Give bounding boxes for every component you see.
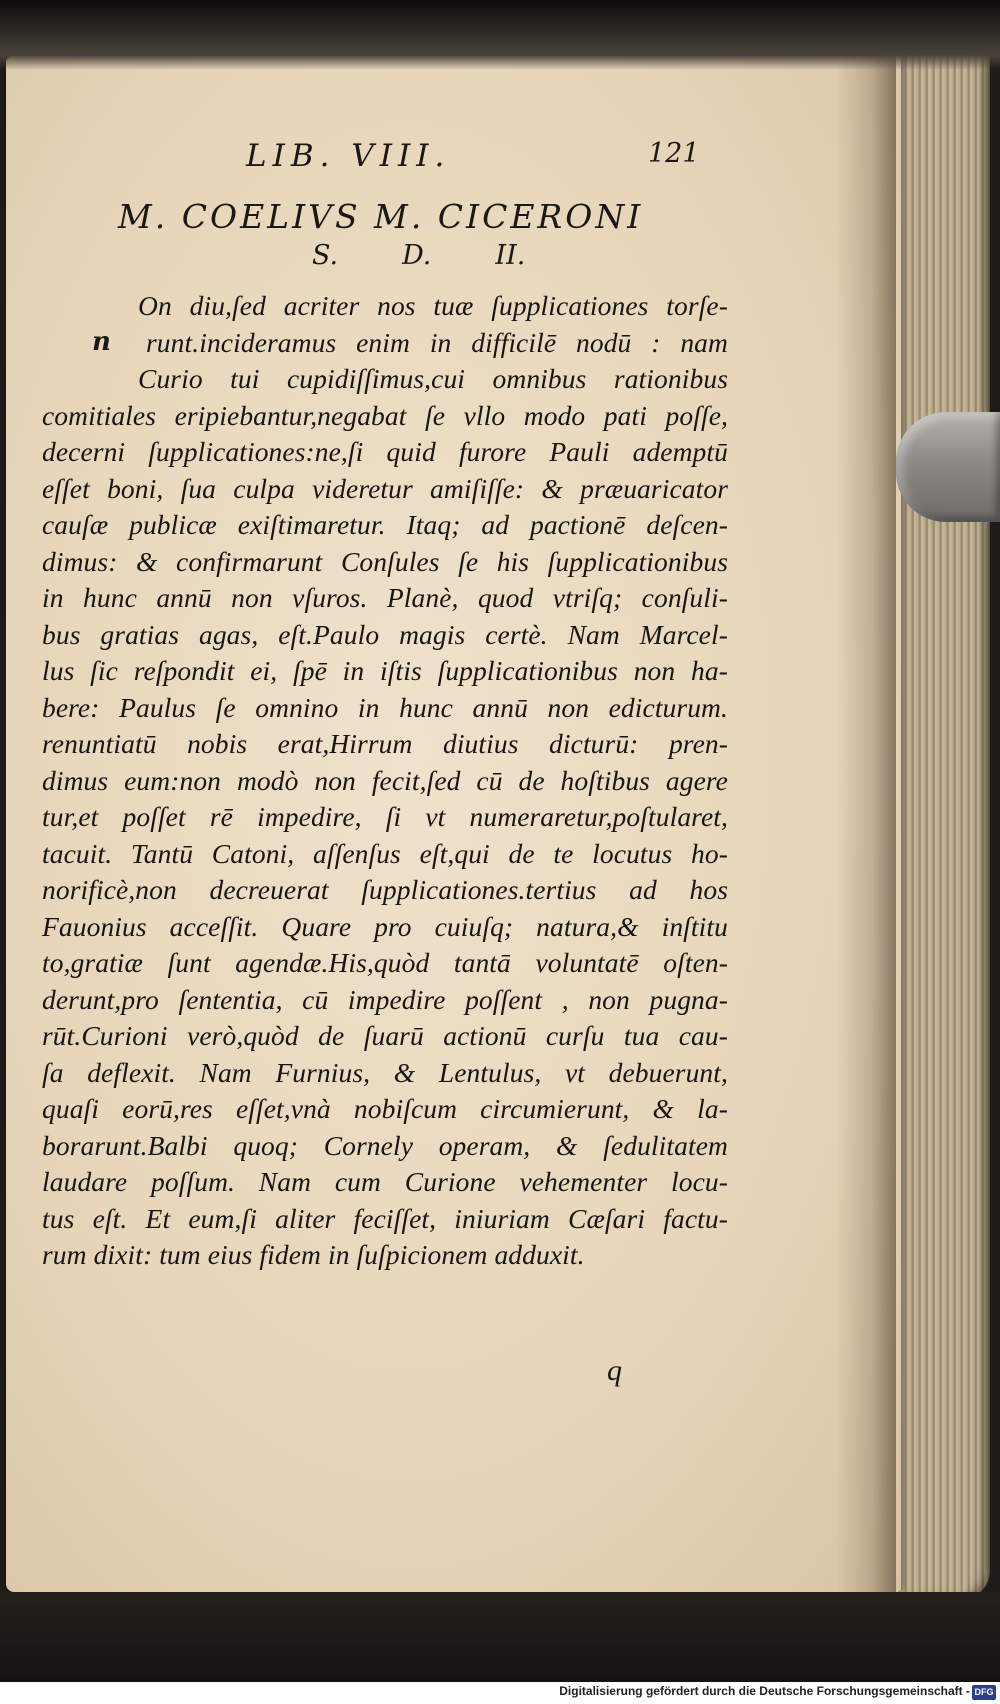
text-line: renuntiatū nobis erat,Hirrum diutius dicturū: pren- — [42, 728, 728, 759]
text-line: rum dixit: tum eius fidem in ſuſpicionem adduxit. — [42, 1239, 585, 1270]
catchword: q — [607, 1354, 622, 1387]
text-line: bere: Paulus ſe omnino in hunc annū non edicturum. — [42, 691, 728, 723]
text-line: tacuit. Tantū Catoni, aſſenſus eſt,qui de te locutus ho- — [42, 837, 728, 869]
text-line: On diu,ſed acriter nos tuæ ſupplicationes torſe- — [138, 290, 728, 321]
text-line: quaſi eorū,res eſſet,vnà nobiſcum circumierunt, & la- — [42, 1093, 728, 1124]
letter-number: II. — [495, 240, 526, 271]
letter-salutation — [312, 240, 589, 271]
page-clip — [896, 412, 1000, 522]
page-edge-shading — [836, 56, 896, 1592]
dfg-logo-icon: DFG — [972, 1685, 996, 1700]
text-line: dimus: & confirmarunt Conſules ſe his ſupplicationibus — [42, 545, 728, 577]
text-line: laudare poſſum. Nam cum Curione vehementer locu- — [42, 1166, 728, 1197]
initial-letter: n — [92, 327, 111, 357]
text-line: in hunc annū non vſuros. Planè, quod vtriſq; conſuli- — [42, 582, 728, 613]
letter-title: M. COELIVS M. CICERONI — [118, 197, 644, 236]
text-line: Fauonius acceſſit. Quare pro cuiuſq; natura,& inſtitu — [42, 910, 728, 942]
text-line: norificè,non decreuerat ſupplicationes.tertius ad hos — [42, 874, 728, 905]
text-line: to,gratiæ ſunt agendæ.His,quòd tantā voluntatē oſten- — [42, 947, 728, 978]
text-line: borarunt.Balbi quoq; Cornely operam, & ſedulitatem — [42, 1129, 728, 1161]
text-line: runt.incideramus enim in difficilē nodū : nam — [146, 326, 728, 358]
text-line: Curio tui cupidiſſimus,cui omnibus rationibus — [138, 363, 728, 394]
text-line: tur,et poſſet rē impedire, ſi vt numeraretur,poſtularet, — [42, 801, 728, 832]
top-shadow — [0, 0, 1000, 70]
text-line: comitiales eripiebantur,negabat ſe vllo modo pati poſſe, — [42, 399, 728, 431]
text-line: derunt,pro ſententia, cū impedire poſſent , non pugna- — [42, 983, 728, 1015]
text-line: decerni ſupplicationes:ne,ſi quid furore Pauli ademptū — [42, 436, 728, 467]
page-number: 121 — [648, 138, 700, 169]
credit-text: Digitalisierung gefördert durch die Deutsche Forschungsgemeinschaft - — [559, 1684, 970, 1698]
text-line: tus eſt. Et eum,ſi aliter feciſſet, iniuriam Cæſari factu- — [42, 1202, 728, 1234]
running-head: LIB. VIII. — [246, 138, 451, 174]
text-line: dimus eum:non modò non fecit,ſed cū de hoſtibus agere — [42, 764, 728, 796]
scan-bottom-band — [0, 1592, 1000, 1682]
text-line: bus gratias agas, eſt.Paulo magis certè. Nam Marcel- — [42, 618, 728, 650]
text-line: lus ſic reſpondit ei, ſpē in iſtis ſupplicationibus non ha- — [42, 655, 728, 686]
salutation-d: D. — [402, 240, 432, 271]
letter-body — [42, 288, 728, 1274]
text-line: ſa deflexit. Nam Furnius, & Lentulus, vt debuerunt, — [42, 1056, 728, 1088]
text-line: rūt.Curioni verò,quòd de ſuarū actionū curſu tua cau- — [42, 1020, 728, 1051]
salutation-s: S. — [312, 240, 339, 271]
text-line: cauſæ publicæ exiſtimaretur. Itaq; ad pactionē deſcen- — [42, 509, 728, 540]
text-line: eſſet boni, ſua culpa videretur amiſiſſe: & præuaricator — [42, 472, 728, 504]
